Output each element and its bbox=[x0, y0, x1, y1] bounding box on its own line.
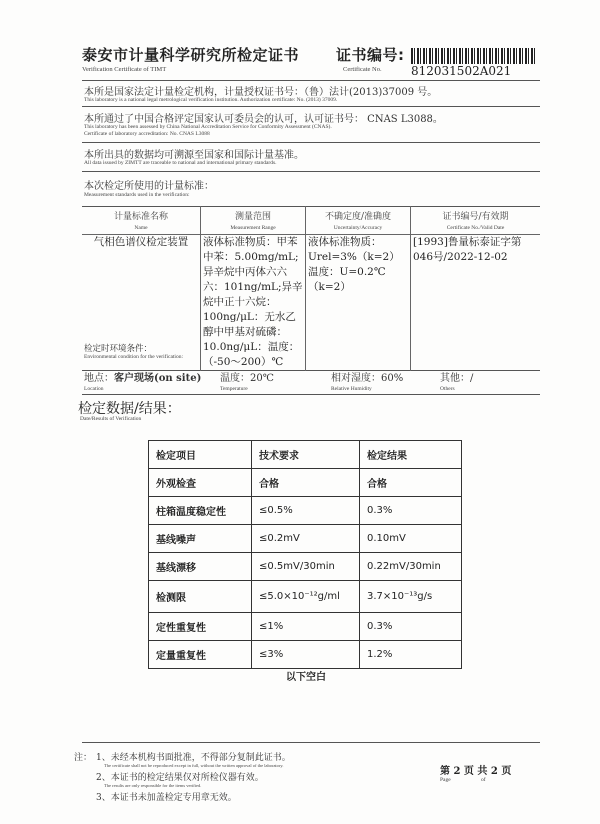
col-uncertainty: 不确定度/准确度 Uncertainty/Accuracy bbox=[306, 207, 411, 235]
notes-label: 注： bbox=[74, 753, 93, 763]
statement-1: 本所是国家法定计量检定机构，计量授权证书号：（鲁）法计(2013)37009 号。 bbox=[84, 87, 438, 98]
statement-3-en: All data issued by ZIMTT are traceable to national and international primary standards. bbox=[84, 160, 277, 166]
certificate-title: 泰安市计量科学研究所检定证书 bbox=[82, 46, 300, 64]
table-row: 柱箱温度稳定性 ≤0.5% 0.3% bbox=[149, 497, 462, 525]
std-cert: [1993]鲁量标泰证字第046号/2022-12-02 bbox=[411, 235, 541, 371]
cert-no-label-en: Certificate No. bbox=[343, 66, 382, 73]
table-row: 基线漂移 ≤0.5mV/30min 0.22mV/30min bbox=[149, 553, 462, 581]
table-row: 定性重复性 ≤1% 0.3% bbox=[149, 613, 462, 641]
note-3: 3、本证书未加盖检定专用章无效。 bbox=[96, 793, 237, 803]
table-row: 基线噪声 ≤0.2mV 0.10mV bbox=[149, 525, 462, 553]
blank-note: 以下空白 bbox=[286, 672, 326, 683]
cert-no: 812031502A021 bbox=[411, 64, 512, 78]
table-row: 定量重复性 ≤3% 1.2% bbox=[149, 641, 462, 669]
standards-heading-en: Measurement standards used in the verification: bbox=[84, 192, 190, 198]
col-range: 测量范围 Measurement Range bbox=[201, 207, 306, 235]
std-range: 液体标准物质：甲苯中苯：5.00mg/mL;异辛烷中丙体六六六：101ng/mL;异辛烷中正十六烷：100ng/μL：无水乙醇中甲基对硫磷：10.0ng/μL：温度：（-50～200）℃ bbox=[201, 235, 306, 371]
certificate-page: 泰安市计量科学研究所检定证书 Verification Certificate of TIMT 证书编号: Certificate No. 812031502A021 本所是国家法定计量检定机构，计量授权证书号：（鲁）法计(2013)37009 号。 This laboratory is a national legal metrological verification institution. Authorization certificate: No. (2013) 37009. 本所通过了中国合格评定国家认可委员会的认可，认可证书号： CNAS L3088。 This laboratory has been assessed by China National Accreditation Service for Conformity Assessment (CNAS). Certificate of laboratory accreditation: No. CNAS L3088 本所出具的数据均可溯源至国家和国际计量基准。 All data issued by ZIMTT are traceable to national and international primary standards. 本次检定所使用的计量标准： Measurement standards used in the verification: 计量标准名称 Name 测量范围 Measurement Range 不确定度/准确度 Uncertainty/Accuracy 证书编号/有效期 Certificate No./Valid Date 气相色谱仪检定装置 液体标准物质：甲苯中苯：5.00mg/mL;异辛烷中丙体六六六：101ng/mL;异辛烷中正十六烷：100ng/μL：无水乙醇中甲基对硫磷：10.0ng/μL：温度：（-50～200）℃ 液体标准物质：Urel=3%（k=2） 温度：U=0.2℃（k=2） [1993]鲁量标泰证字第046号/2022-12-02 检定时环境条件： Environmental condition for the verification: 地点：客户现场(on site) Location 温度：20℃ Temperature 相对湿度：60% Relative Humidity 其他：/ Others 检定数据/结果： Date/Results of Verification 检定项目 技术要求 检定结果 外观检查 合格 合格 柱箱温度稳定性 ≤0.5% 0.3% 基线噪声 ≤0.2mV 0.10mV 基线漂移 ≤0.5mV/30min 0.22mV/30min 检测限 ≤5.0×10⁻¹²g/ml 3.7×10⁻¹³g/s 定性重复性 ≤1% 0.3% 定量重复性 ≤3% 1.2% 以下空白 注： 1、未经本机构书面批准，不得部分复制此证书。 The certificate shall not be reproduced except in full, without the written approval of the laboratory. 2、本证书的检定结果仅对所检仪器有效。 The results are only responsible for the items verified. 3、本证书未加盖检定专用章无效。 第 2 页 共 2 页 Page of bbox=[0, 0, 600, 824]
env-heading-en: Environmental condition for the verification: bbox=[84, 354, 183, 360]
note-2: 2、本证书的检定结果仅对所检仪器有效。 bbox=[96, 773, 264, 783]
table-row: 检测限 ≤5.0×10⁻¹²g/ml 3.7×10⁻¹³g/s bbox=[149, 581, 462, 613]
page-number: 第 2 页 共 2 页 bbox=[440, 766, 512, 777]
certificate-title-en: Verification Certificate of TIMT bbox=[82, 66, 167, 73]
results-heading: 检定数据/结果： bbox=[78, 401, 181, 417]
col-name: 计量标准名称 Name bbox=[82, 207, 201, 235]
env-heading: 检定时环境条件： bbox=[84, 344, 153, 354]
statement-1-en: This laboratory is a national legal metrological verification institution. Authorization certificate: No. (2013) 37009. bbox=[84, 97, 338, 103]
note-2-en: The results are only responsible for the items verified. bbox=[104, 783, 202, 788]
barcode bbox=[411, 48, 535, 64]
statement-2-en: This laboratory has been assessed by China National Accreditation Service for Conformity Assessment (CNAS). bbox=[84, 124, 332, 130]
cert-no-label: 证书编号: bbox=[336, 46, 405, 64]
results-heading-en: Date/Results of Verification bbox=[80, 416, 142, 422]
note-1: 1、未经本机构书面批准，不得部分复制此证书。 bbox=[96, 753, 291, 763]
standards-heading: 本次检定所使用的计量标准： bbox=[84, 181, 214, 192]
std-uncertainty: 液体标准物质：Urel=3%（k=2） 温度：U=0.2℃（k=2） bbox=[306, 235, 411, 371]
statement-2: 本所通过了中国合格评定国家认可委员会的认可，认可证书号： CNAS L3088。 bbox=[84, 114, 443, 125]
statement-3: 本所出具的数据均可溯源至国家和国际计量基准。 bbox=[84, 150, 304, 161]
results-table bbox=[148, 440, 462, 669]
note-1-en: The certificate shall not be reproduced except in full, without the written approval of the laboratory. bbox=[104, 763, 284, 768]
col-cert: 证书编号/有效期 Certificate No./Valid Date bbox=[411, 207, 541, 235]
results-header: 检定项目 技术要求 检定结果 bbox=[149, 441, 462, 469]
page-label-en: Page bbox=[440, 777, 451, 783]
of-label-en: of bbox=[481, 777, 486, 783]
statement-2-en2: Certificate of laboratory accreditation: No. CNAS L3088 bbox=[84, 131, 210, 137]
std-name: 气相色谱仪检定装置 bbox=[93, 236, 189, 248]
table-row: 外观检查 合格 合格 bbox=[149, 469, 462, 497]
